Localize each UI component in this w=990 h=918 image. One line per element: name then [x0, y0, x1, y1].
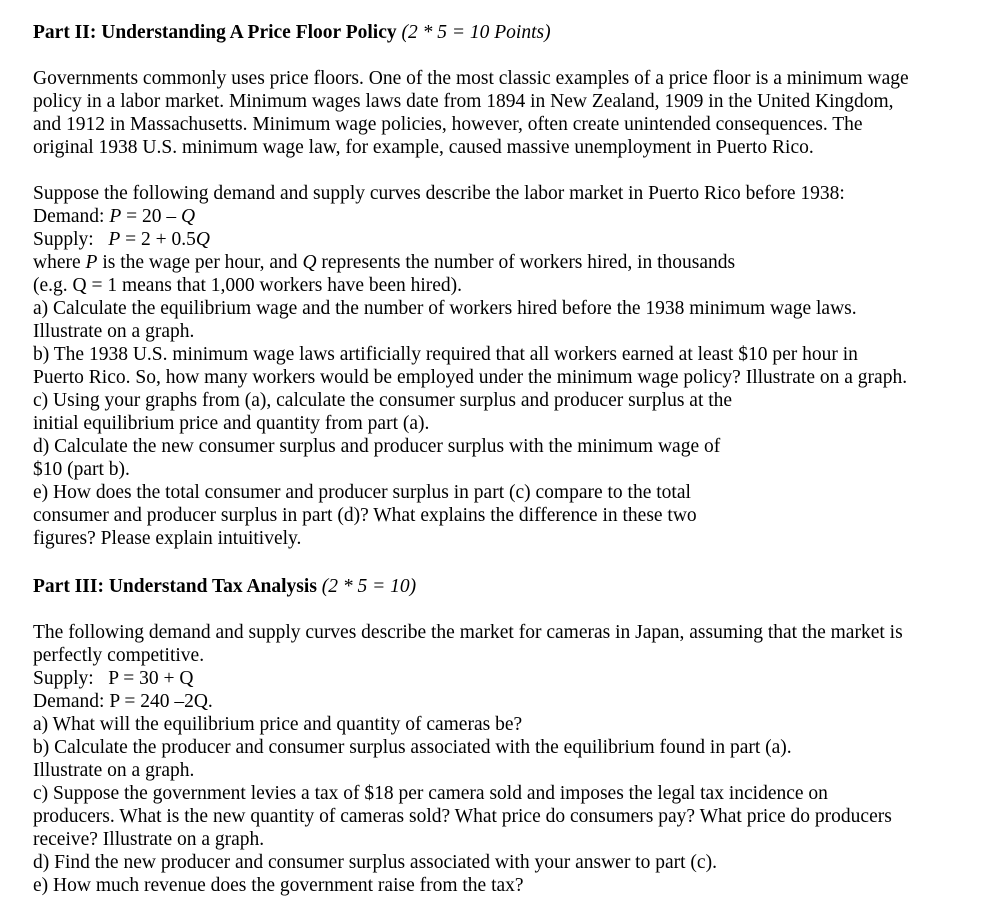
part2-question-a-line-1: a) Calculate the equilibrium wage and the number of workers hired before the 1938 minimum wage laws.	[33, 298, 857, 319]
where-pre: where	[33, 252, 86, 273]
part2-demand-equation	[33, 205, 960, 228]
part2-heading-title: Part II: Understanding A Price Floor Policy	[33, 22, 397, 43]
part3-question-c-line-1: c) Suppose the government levies a tax of $18 per camera sold and imposes the legal tax incidence on	[33, 783, 828, 804]
demand-var-q: Q	[181, 206, 196, 227]
where-var-q: Q	[302, 252, 317, 273]
part3-setup-line-2: perfectly competitive.	[33, 645, 205, 666]
part3-setup-line-1: The following demand and supply curves describe the market for cameras in Japan, assuming that the market is	[33, 622, 903, 643]
part2-question-a-line-2: Illustrate on a graph.	[33, 321, 195, 342]
part2-question-c-line-2: initial equilibrium price and quantity from part (a).	[33, 413, 430, 434]
part2-heading-points: (2 * 5 = 10 Points)	[401, 22, 551, 43]
part3-demand-equation: Demand: P = 240 –2Q.	[33, 691, 213, 712]
part3-question-d-line: d) Find the new producer and consumer surplus associated with your answer to part (c).	[33, 852, 717, 873]
part2-intro-paragraph	[33, 67, 960, 159]
part3-heading-points: (2 * 5 = 10)	[321, 576, 417, 597]
part2-question-c-line-1: c) Using your graphs from (a), calculate the consumer surplus and producer surplus at the	[33, 390, 733, 411]
part2-question-d-line-1: d) Calculate the new consumer surplus and producer surplus with the minimum wage of	[33, 436, 721, 457]
part3-heading-title: Part III: Understand Tax Analysis	[33, 576, 317, 597]
supply-label: Supply:	[33, 229, 109, 250]
part3-heading	[33, 575, 960, 598]
part3-question-c-line-3: receive? Illustrate on a graph.	[33, 829, 265, 850]
part2-question-e-line-3: figures? Please explain intuitively.	[33, 528, 302, 549]
part2-variable-definitions	[33, 251, 960, 274]
part2-intro-line-2: policy in a labor market. Minimum wages laws date from 1894 in New Zealand, 1909 in the United Kingdom,	[33, 91, 894, 112]
part2-intro-line-3: and 1912 in Massachusetts. Minimum wage policies, however, often create unintended consequences. The	[33, 114, 863, 135]
supply-expression: = 2 + 0.5	[120, 229, 196, 250]
part2-intro-line-4: original 1938 U.S. minimum wage law, for example, caused massive unemployment in Puerto Rico.	[33, 137, 814, 158]
part2-intro-line-1: Governments commonly uses price floors. One of the most classic examples of a price floor is a minimum wage	[33, 68, 909, 89]
part2-heading	[33, 21, 960, 44]
part2-question-e-line-1: e) How does the total consumer and producer surplus in part (c) compare to the total	[33, 482, 691, 503]
supply-var-q: Q	[195, 229, 210, 250]
demand-label: Demand:	[33, 206, 110, 227]
part2-example-line: (e.g. Q = 1 means that 1,000 workers have been hired).	[33, 275, 463, 296]
part2-question-e-line-2: consumer and producer surplus in part (d)? What explains the difference in these two	[33, 505, 697, 526]
part3-question-e-line: e) How much revenue does the government raise from the tax?	[33, 875, 524, 896]
part2-question-b-line-2: Puerto Rico. So, how many workers would be employed under the minimum wage policy? Illustrate on a graph.	[33, 367, 908, 388]
part3-question-b-line-2: Illustrate on a graph.	[33, 760, 195, 781]
part2-supply-equation	[33, 228, 960, 251]
demand-expression: = 20 –	[121, 206, 182, 227]
part2-problem-block	[33, 182, 960, 550]
where-mid: is the wage per hour, and	[97, 252, 303, 273]
part2-question-b-line-1: b) The 1938 U.S. minimum wage laws artificially required that all workers earned at least $10 per hour in	[33, 344, 858, 365]
where-var-p: P	[85, 252, 98, 273]
part3-problem-block	[33, 621, 960, 897]
part2-setup-line: Suppose the following demand and supply curves describe the labor market in Puerto Rico before 1938:	[33, 183, 845, 204]
part3-supply-equation: Supply: P = 30 + Q	[33, 668, 194, 689]
demand-var-p: P	[109, 206, 122, 227]
where-post: represents the number of workers hired, in thousands	[316, 252, 736, 273]
part3-question-b-line-1: b) Calculate the producer and consumer surplus associated with the equilibrium found in part (a).	[33, 737, 792, 758]
supply-var-p: P	[108, 229, 121, 250]
part3-question-c-line-2: producers. What is the new quantity of cameras sold? What price do consumers pay? What price do producers	[33, 806, 892, 827]
part2-question-d-line-2: $10 (part b).	[33, 459, 130, 480]
part3-question-a-line: a) What will the equilibrium price and quantity of cameras be?	[33, 714, 523, 735]
